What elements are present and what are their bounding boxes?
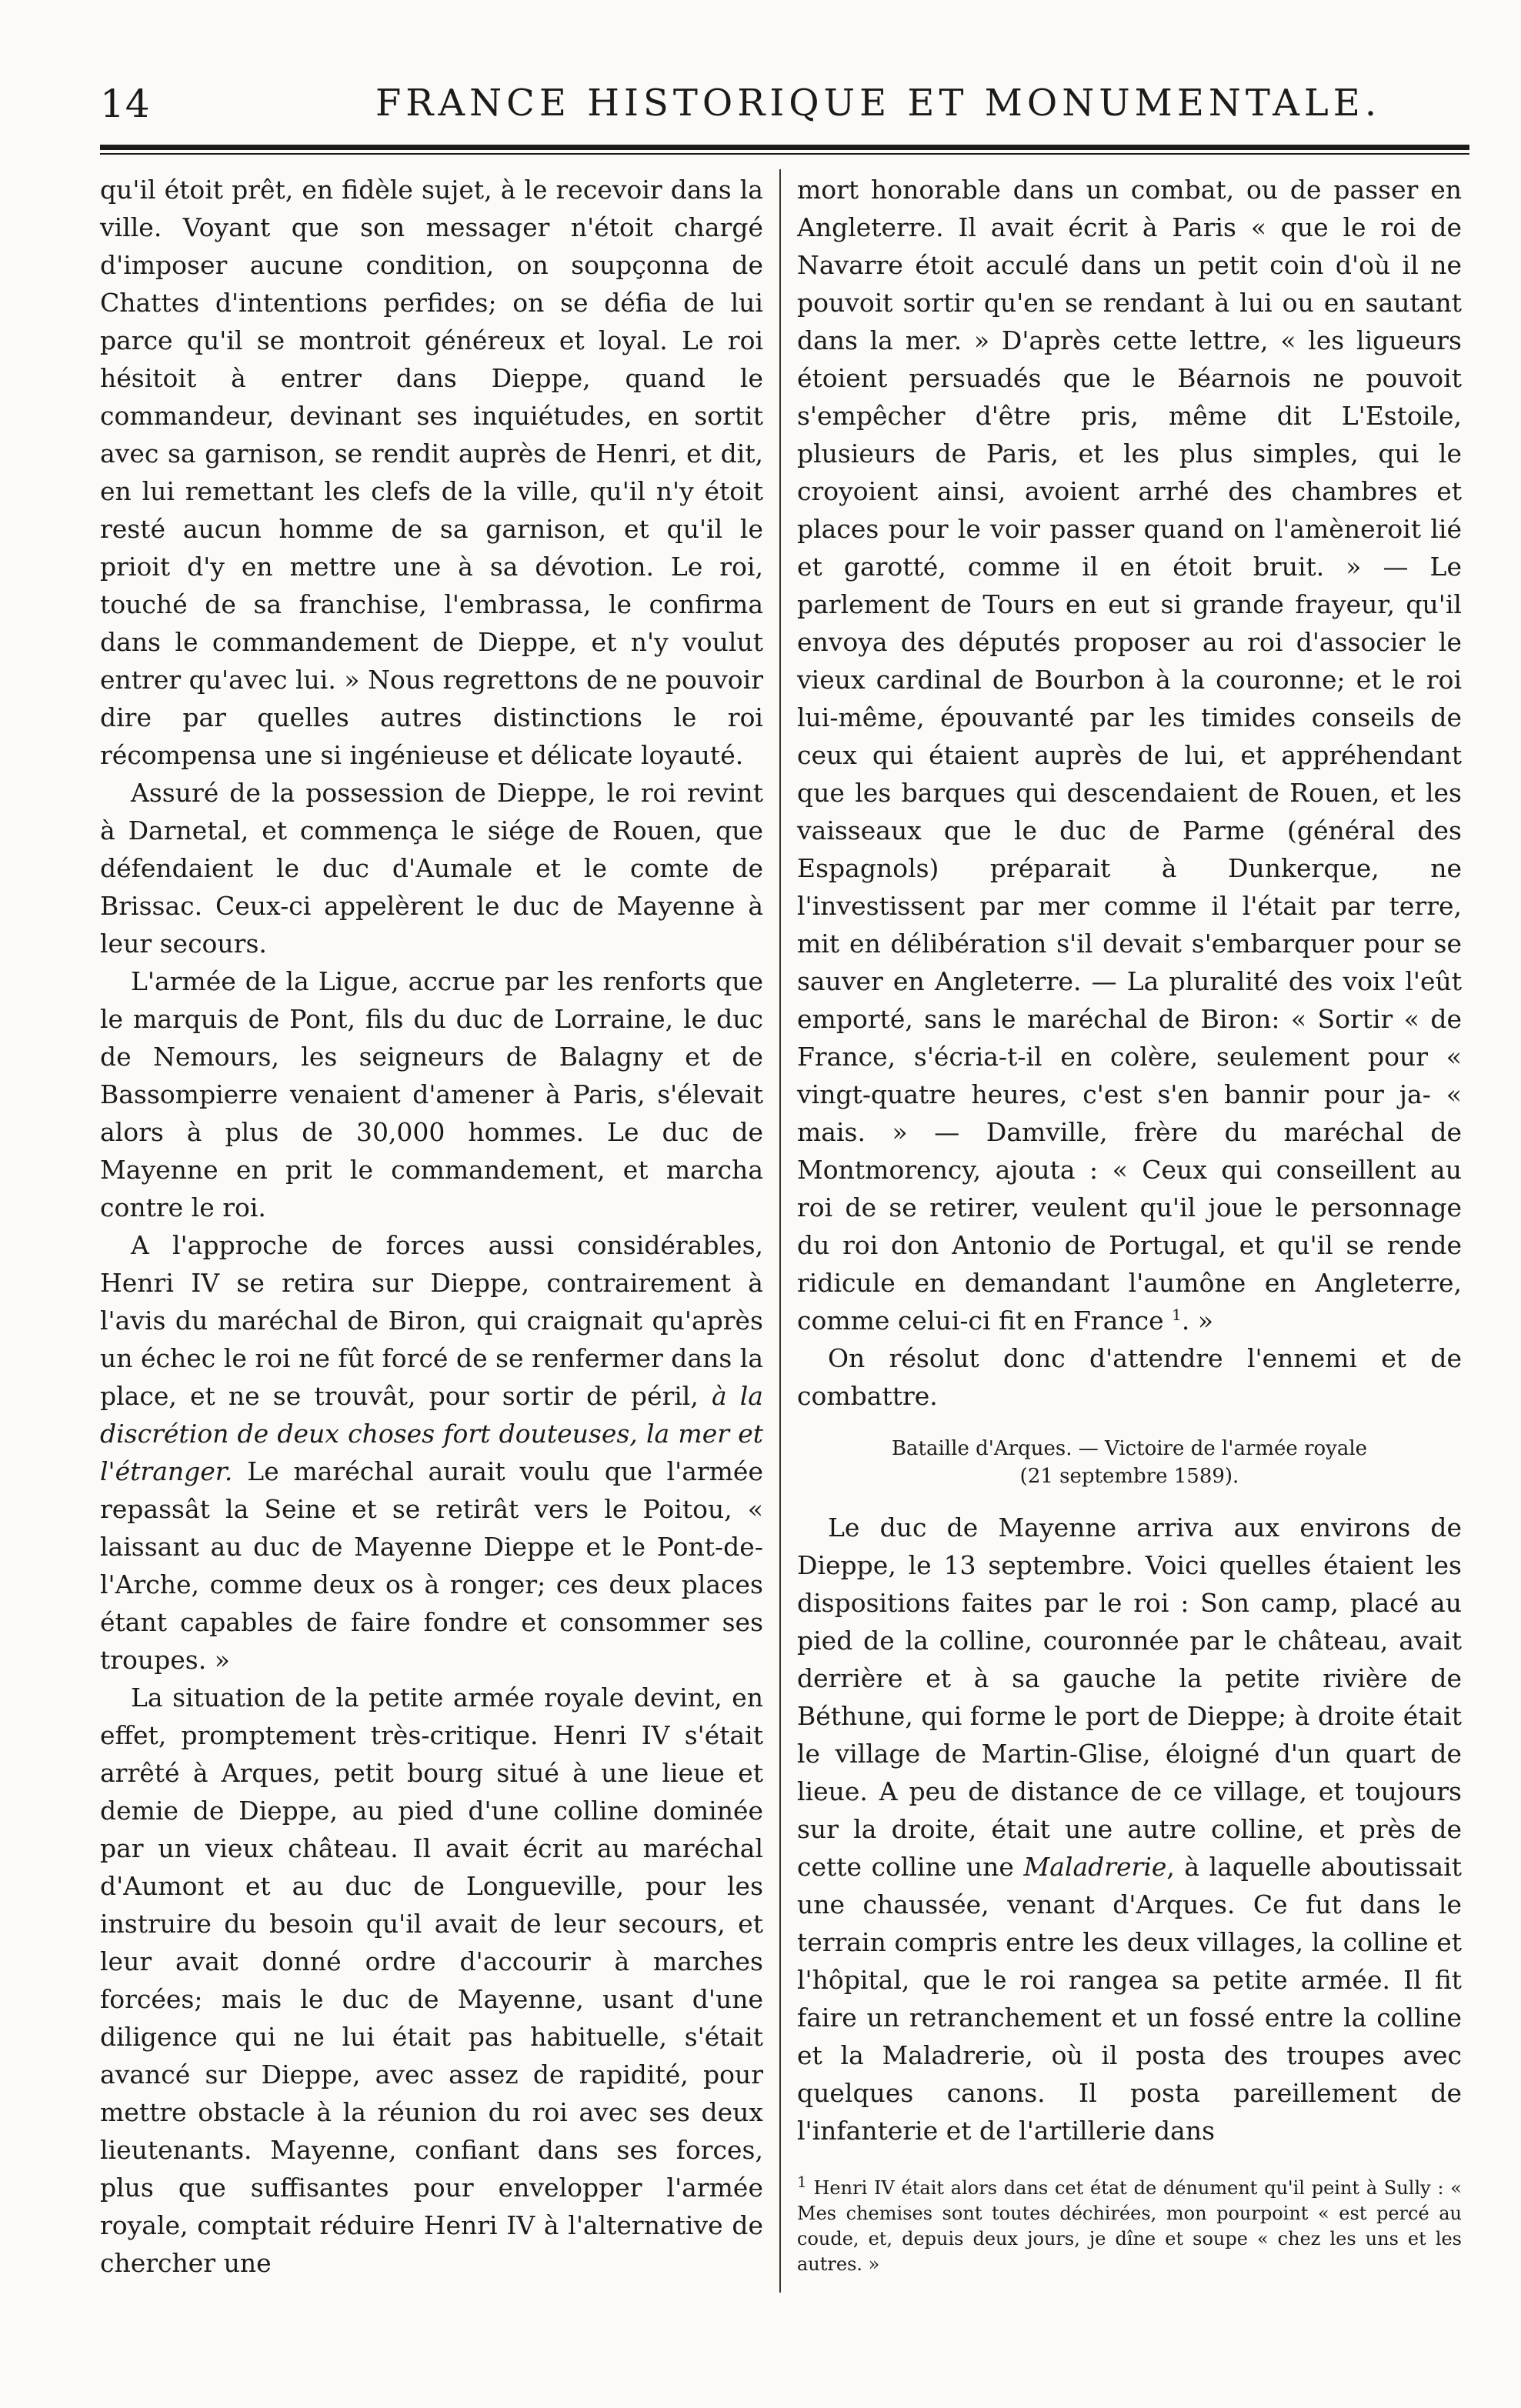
text-run: mort honorable dans un combat, ou de passer en Angleterre. Il avait écrit à Paris « que le roi de Navarre étoit acculé dans un petit coin d'où il ne pouvoit sortir qu'en se rendant à lui ou en sautant dans la mer. » D'après cette lettre, « les ligueurs étoient persuadés que le Béarnois ne pouvoit s'empêcher d'être pris, même dit L'Estoile, plusieurs de Paris, et les plus simples, qui le croyoient ainsi, avoient arrhé des chambres et places pour le voir passer quand on l'amèneroit lié et garotté, comme il en étoit bruit. » — Le parlement de Tours en eut si grande frayeur, qu'il envoya des députés proposer au roi d'associer le vieux cardinal de Bourbon à la couronne; et le roi lui-même, épouvanté par les timides conseils de ceux qui étaient auprès de lui, et appréhendant que les barques qui descendaient de Rouen, et les vaisseaux que le duc de Parme (général des Espagnols) préparait à Dunkerque, ne l'investissent par mer comme il l'était par terre, mit en délibération s'il devait s'embarquer pour se sauver en Angleterre. — La pluralité des voix l'eût emporté, sans le maréchal de Biron: « Sortir « de France, s'écria-t-il en colère, seulement pour « vingt-quatre heures, c'est s'en bannir pour ja- « mais. » — Damville, frère du maréchal de Montmorency, ajouta : « Ceux qui conseillent au roi de se retirer, veulent qu'il joue le personnage du roi don Antonio de Portugal, et qu'il se rende ridicule en demandant l'aumône en Angleterre, comme celui-ci fit en France [797, 175, 1462, 1336]
page-number: 14 [100, 82, 151, 126]
footnote-reference: 1 [1172, 1306, 1182, 1324]
italic-quote: à la discrétion de deux choses fort douteuses, la mer et l'étranger. [100, 1381, 763, 1486]
left-column [100, 171, 763, 2282]
text-run: . » [1181, 1306, 1214, 1336]
paragraph [797, 1509, 1462, 2150]
page-header [100, 74, 1469, 135]
section-heading-date: (21 septembre 1589). [1019, 1465, 1239, 1488]
header-rule-thick [100, 145, 1469, 150]
footnote [797, 2173, 1462, 2277]
section-heading-line: Bataille d'Arques. — Victoire de l'armée royale [891, 1437, 1368, 1460]
footnote-mark: 1 [797, 2173, 807, 2191]
header-rule-thin [100, 153, 1469, 155]
column-divider [779, 169, 781, 2293]
footnote-text: Henri IV était alors dans cet état de dénument qu'il peint à Sully : « Mes chemises sont toutes déchirées, mon pourpoint « est percé au coude, et, depuis deux jours, je dîne et soupe « chez les uns et les autres. » [797, 2177, 1462, 2275]
text-run: A l'approche de forces aussi considérables, Henri IV se retira sur Dieppe, contrairement à l'avis du maréchal de Biron, qui craignait qu'après un échec le roi ne fût forcé de se renfermer dans la place, et ne se trouvât, pour sortir de péril, [100, 1230, 763, 1411]
text-run: , à laquelle aboutissait une chaussée, venant d'Arques. Ce fut dans le terrain compris entre les deux villages, la colline et l'hôpital, que le roi rangea sa petite armée. Il fit faire un retranchement et un fossé entre la colline et la Maladrerie, où il posta des troupes avec quelques canons. Il posta pareillement de l'infanterie et de l'artillerie dans [797, 1852, 1462, 2146]
paragraph: qu'il étoit prêt, en fidèle sujet, à le recevoir dans la ville. Voyant que son messager n'étoit chargé d'imposer aucune condition, on soupçonna de Chattes d'intentions perfides; on se défia de lui parce qu'il se montroit généreux et loyal. Le roi hésitoit à entrer dans Dieppe, quand le commandeur, devinant ses inquiétudes, en sortit avec sa garnison, se rendit auprès de Henri, et dit, en lui remettant les clefs de la ville, qu'il n'y étoit resté aucun homme de sa garnison, et qu'il le prioit d'y en mettre une à sa dévotion. Le roi, touché de sa franchise, l'embrassa, le confirma dans le commandement de Dieppe, et n'y voulut entrer qu'avec lui. » Nous regrettons de ne pouvoir dire par quelles autres distinctions le roi récompensa une si ingénieuse et délicate loyauté. [100, 175, 763, 770]
paragraph: L'armée de la Ligue, accrue par les renforts que le marquis de Pont, fils du duc de Lorraine, le duc de Nemours, les seigneurs de Balagny et de Bassompierre venaient d'amener à Paris, s'élevait alors à plus de 30,000 hommes. Le duc de Mayenne en prit le commandement, et marcha contre le roi. [100, 966, 763, 1222]
running-title: FRANCE HISTORIQUE ET MONUMENTALE. [375, 82, 1382, 125]
paragraph [797, 171, 1462, 1339]
paragraph: La situation de la petite armée royale devint, en effet, promptement très-critique. Henri IV s'était arrêté à Arques, petit bourg situé à une lieue et demie de Dieppe, au pied d'une colline dominée par un vieux château. Il avait écrit au maréchal d'Aumont et au duc de Longueville, pour les instruire du besoin qu'il avait de leur secours, et leur avait donné ordre d'accourir à marches forcées; mais le duc de Mayenne, usant d'une diligence qui ne lui était pas habituelle, s'était avancé sur Dieppe, avec assez de rapidité, pour mettre obstacle à la réunion du roi avec ses deux lieutenants. Mayenne, confiant dans ses forces, plus que suffisantes pour envelopper l'armée royale, comptait réduire Henri IV à l'alternative de chercher une [100, 1683, 763, 2278]
right-column [797, 171, 1462, 2277]
text-run: Le duc de Mayenne arriva aux environs de Dieppe, le 13 septembre. Voici quelles étaient les dispositions faites par le roi : Son camp, placé au pied de la colline, couronnée par le château, avait derrière et à sa gauche la petite rivière de Béthune, qui forme le port de Dieppe; à droite était le village de Martin-Glise, éloigné d'un quart de lieue. A peu de distance de ce village, et toujours sur la droite, était une autre colline, et près de cette colline une [797, 1513, 1462, 1882]
italic-term: Maladrerie [1023, 1852, 1167, 1882]
paragraph: Assuré de la possession de Dieppe, le roi revint à Darnetal, et commença le siége de Rouen, que défendaient le duc d'Aumale et le comte de Brissac. Ceux-ci appelèrent le duc de Mayenne à leur secours. [100, 778, 763, 959]
section-heading [797, 1435, 1462, 1490]
paragraph [100, 1226, 763, 1679]
text-run: Le maréchal aurait voulu que l'armée repassât la Seine et se retirât vers le Poitou, « laissant au duc de Mayenne Dieppe et le Pont-de-l'Arche, comme deux os à ronger; ces deux places étant capables de faire fondre et consommer ses troupes. » [100, 1456, 763, 1675]
paragraph: On résolut donc d'attendre l'ennemi et de combattre. [797, 1343, 1462, 1411]
